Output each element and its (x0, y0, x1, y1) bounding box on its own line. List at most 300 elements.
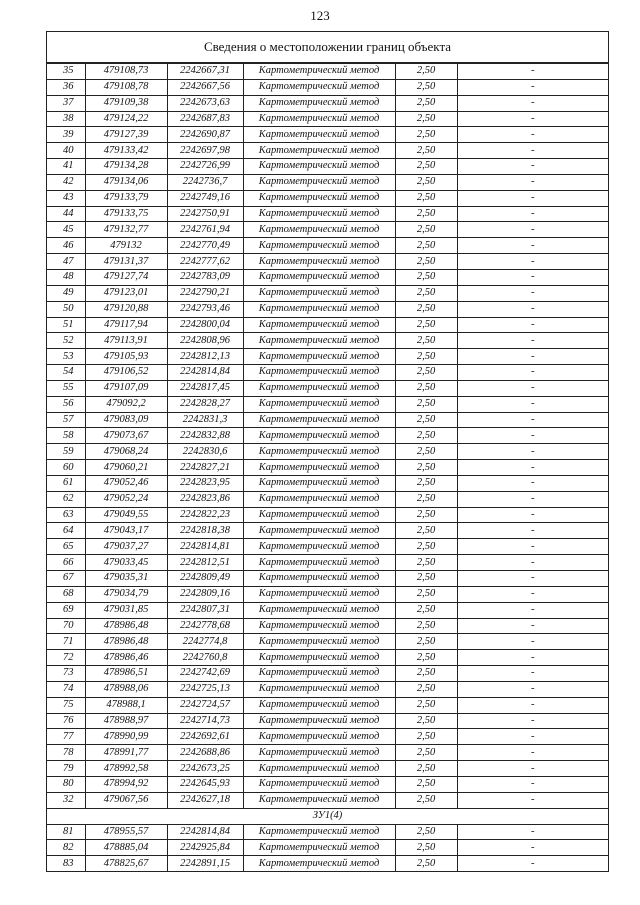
table-title: Сведения о местоположении границ объекта (47, 32, 608, 63)
table-row (47, 713, 608, 729)
table-row (47, 190, 608, 206)
description-cell: - (457, 285, 608, 301)
point-number-cell: 74 (47, 681, 85, 697)
coord-y-cell: 2242818,38 (167, 523, 243, 539)
accuracy-cell: 2,50 (395, 222, 457, 238)
table-row (47, 745, 608, 761)
description-cell: - (457, 824, 608, 840)
coord-x-cell: 479133,42 (85, 143, 167, 159)
coord-x-cell: 479107,09 (85, 380, 167, 396)
accuracy-cell: 2,50 (395, 824, 457, 840)
coordinates-table (47, 63, 608, 872)
point-number-cell: 54 (47, 365, 85, 381)
table-row (47, 824, 608, 840)
point-number-cell: 66 (47, 555, 85, 571)
method-cell: Картометрический метод (243, 634, 395, 650)
method-cell: Картометрический метод (243, 174, 395, 190)
accuracy-cell: 2,50 (395, 238, 457, 254)
method-cell: Картометрический метод (243, 111, 395, 127)
method-cell: Картометрический метод (243, 349, 395, 365)
accuracy-cell: 2,50 (395, 745, 457, 761)
coord-x-cell: 479031,85 (85, 602, 167, 618)
point-number-cell: 73 (47, 666, 85, 682)
accuracy-cell: 2,50 (395, 507, 457, 523)
coord-y-cell: 2242673,25 (167, 761, 243, 777)
accuracy-cell: 2,50 (395, 444, 457, 460)
coord-y-cell: 2242725,13 (167, 681, 243, 697)
accuracy-cell: 2,50 (395, 365, 457, 381)
table-row (47, 681, 608, 697)
method-cell: Картометрический метод (243, 824, 395, 840)
coord-x-cell: 479109,38 (85, 95, 167, 111)
description-cell: - (457, 143, 608, 159)
description-cell: - (457, 428, 608, 444)
coord-x-cell: 478991,77 (85, 745, 167, 761)
table-row (47, 666, 608, 682)
coord-y-cell: 2242749,16 (167, 190, 243, 206)
coord-x-cell: 478825,67 (85, 856, 167, 872)
accuracy-cell: 2,50 (395, 190, 457, 206)
point-number-cell: 41 (47, 159, 85, 175)
accuracy-cell: 2,50 (395, 64, 457, 80)
coord-x-cell: 479127,74 (85, 269, 167, 285)
coord-x-cell: 479133,79 (85, 190, 167, 206)
point-number-cell: 82 (47, 840, 85, 856)
method-cell: Картометрический метод (243, 159, 395, 175)
table-row (47, 127, 608, 143)
method-cell: Картометрический метод (243, 95, 395, 111)
method-cell: Картометрический метод (243, 776, 395, 792)
accuracy-cell: 2,50 (395, 285, 457, 301)
accuracy-cell: 2,50 (395, 143, 457, 159)
coord-y-cell: 2242891,15 (167, 856, 243, 872)
description-cell: - (457, 111, 608, 127)
coord-y-cell: 2242814,81 (167, 539, 243, 555)
accuracy-cell: 2,50 (395, 206, 457, 222)
description-cell: - (457, 95, 608, 111)
accuracy-cell: 2,50 (395, 301, 457, 317)
coord-y-cell: 2242724,57 (167, 697, 243, 713)
coord-x-cell: 479124,22 (85, 111, 167, 127)
point-number-cell: 63 (47, 507, 85, 523)
coord-x-cell: 479067,56 (85, 792, 167, 808)
point-number-cell: 60 (47, 460, 85, 476)
accuracy-cell: 2,50 (395, 111, 457, 127)
coord-x-cell: 479068,24 (85, 444, 167, 460)
accuracy-cell: 2,50 (395, 95, 457, 111)
coord-x-cell: 479131,37 (85, 254, 167, 270)
point-number-cell: 36 (47, 79, 85, 95)
coord-y-cell: 2242726,99 (167, 159, 243, 175)
point-number-cell: 37 (47, 95, 85, 111)
description-cell: - (457, 206, 608, 222)
table-row (47, 650, 608, 666)
accuracy-cell: 2,50 (395, 349, 457, 365)
accuracy-cell: 2,50 (395, 254, 457, 270)
accuracy-cell: 2,50 (395, 555, 457, 571)
coord-x-cell: 479134,06 (85, 174, 167, 190)
coord-x-cell: 478955,57 (85, 824, 167, 840)
description-cell: - (457, 349, 608, 365)
point-number-cell: 55 (47, 380, 85, 396)
coord-x-cell: 479034,79 (85, 586, 167, 602)
description-cell: - (457, 365, 608, 381)
accuracy-cell: 2,50 (395, 159, 457, 175)
description-cell: - (457, 507, 608, 523)
coord-x-cell: 479105,93 (85, 349, 167, 365)
accuracy-cell: 2,50 (395, 269, 457, 285)
point-number-cell: 50 (47, 301, 85, 317)
table-row (47, 618, 608, 634)
method-cell: Картометрический метод (243, 523, 395, 539)
coord-y-cell: 2242827,21 (167, 460, 243, 476)
description-cell: - (457, 666, 608, 682)
coord-x-cell: 479108,78 (85, 79, 167, 95)
coord-x-cell: 479037,27 (85, 539, 167, 555)
table-row (47, 317, 608, 333)
coord-y-cell: 2242812,13 (167, 349, 243, 365)
accuracy-cell: 2,50 (395, 792, 457, 808)
method-cell: Картометрический метод (243, 761, 395, 777)
description-cell: - (457, 269, 608, 285)
table-row (47, 776, 608, 792)
coord-x-cell: 479092,2 (85, 396, 167, 412)
description-cell: - (457, 174, 608, 190)
method-cell: Картометрический метод (243, 460, 395, 476)
description-cell: - (457, 776, 608, 792)
table-row (47, 269, 608, 285)
coord-x-cell: 479113,91 (85, 333, 167, 349)
point-number-cell: 83 (47, 856, 85, 872)
coord-y-cell: 2242832,88 (167, 428, 243, 444)
method-cell: Картометрический метод (243, 285, 395, 301)
point-number-cell: 78 (47, 745, 85, 761)
description-cell: - (457, 555, 608, 571)
accuracy-cell: 2,50 (395, 174, 457, 190)
coord-x-cell: 478986,51 (85, 666, 167, 682)
point-number-cell: 57 (47, 412, 85, 428)
point-number-cell: 75 (47, 697, 85, 713)
coord-x-cell: 478988,06 (85, 681, 167, 697)
coord-y-cell: 2242830,6 (167, 444, 243, 460)
method-cell: Картометрический метод (243, 79, 395, 95)
table-row (47, 761, 608, 777)
coord-y-cell: 2242808,96 (167, 333, 243, 349)
description-cell: - (457, 222, 608, 238)
accuracy-cell: 2,50 (395, 618, 457, 634)
coord-y-cell: 2242750,91 (167, 206, 243, 222)
description-cell: - (457, 792, 608, 808)
table-row (47, 206, 608, 222)
point-number-cell: 53 (47, 349, 85, 365)
coord-y-cell: 2242823,95 (167, 475, 243, 491)
description-cell: - (457, 491, 608, 507)
point-number-cell: 72 (47, 650, 85, 666)
method-cell: Картометрический метод (243, 539, 395, 555)
method-cell: Картометрический метод (243, 269, 395, 285)
coord-y-cell: 2242790,21 (167, 285, 243, 301)
accuracy-cell: 2,50 (395, 127, 457, 143)
method-cell: Картометрический метод (243, 681, 395, 697)
page-number: 123 (310, 8, 330, 23)
point-number-cell: 62 (47, 491, 85, 507)
coord-x-cell: 479132,77 (85, 222, 167, 238)
coord-y-cell: 2242814,84 (167, 365, 243, 381)
coord-x-cell: 479123,01 (85, 285, 167, 301)
coord-x-cell: 478988,1 (85, 697, 167, 713)
point-number-cell: 47 (47, 254, 85, 270)
method-cell: Картометрический метод (243, 840, 395, 856)
point-number-cell: 58 (47, 428, 85, 444)
accuracy-cell: 2,50 (395, 491, 457, 507)
method-cell: Картометрический метод (243, 127, 395, 143)
coord-y-cell: 2242817,45 (167, 380, 243, 396)
accuracy-cell: 2,50 (395, 650, 457, 666)
point-number-cell: 56 (47, 396, 85, 412)
accuracy-cell: 2,50 (395, 380, 457, 396)
point-number-cell: 44 (47, 206, 85, 222)
coord-x-cell: 479132 (85, 238, 167, 254)
accuracy-cell: 2,50 (395, 602, 457, 618)
table-row (47, 64, 608, 80)
method-cell: Картометрический метод (243, 396, 395, 412)
point-number-cell: 79 (47, 761, 85, 777)
point-number-cell: 65 (47, 539, 85, 555)
accuracy-cell: 2,50 (395, 317, 457, 333)
point-number-cell: 77 (47, 729, 85, 745)
table-row (47, 539, 608, 555)
coord-y-cell: 2242688,86 (167, 745, 243, 761)
method-cell: Картометрический метод (243, 444, 395, 460)
method-cell: Картометрический метод (243, 618, 395, 634)
coord-x-cell: 479035,31 (85, 571, 167, 587)
method-cell: Картометрический метод (243, 254, 395, 270)
description-cell: - (457, 745, 608, 761)
accuracy-cell: 2,50 (395, 333, 457, 349)
coord-y-cell: 2242692,61 (167, 729, 243, 745)
section-label: ЗУ1(4) (47, 808, 608, 824)
table-row (47, 523, 608, 539)
description-cell: - (457, 317, 608, 333)
coord-y-cell: 2242742,69 (167, 666, 243, 682)
description-cell: - (457, 301, 608, 317)
table-row (47, 380, 608, 396)
coord-x-cell: 478994,92 (85, 776, 167, 792)
method-cell: Картометрический метод (243, 555, 395, 571)
coord-y-cell: 2242831,3 (167, 412, 243, 428)
description-cell: - (457, 729, 608, 745)
coord-y-cell: 2242770,49 (167, 238, 243, 254)
method-cell: Картометрический метод (243, 571, 395, 587)
coord-y-cell: 2242823,86 (167, 491, 243, 507)
table-row (47, 301, 608, 317)
description-cell: - (457, 681, 608, 697)
accuracy-cell: 2,50 (395, 475, 457, 491)
coord-x-cell: 479127,39 (85, 127, 167, 143)
point-number-cell: 61 (47, 475, 85, 491)
point-number-cell: 39 (47, 127, 85, 143)
method-cell: Картометрический метод (243, 190, 395, 206)
coord-y-cell: 2242645,93 (167, 776, 243, 792)
coord-y-cell: 2242778,68 (167, 618, 243, 634)
method-cell: Картометрический метод (243, 697, 395, 713)
accuracy-cell: 2,50 (395, 840, 457, 856)
coord-y-cell: 2242777,62 (167, 254, 243, 270)
accuracy-cell: 2,50 (395, 412, 457, 428)
table-row (47, 491, 608, 507)
description-cell: - (457, 79, 608, 95)
method-cell: Картометрический метод (243, 792, 395, 808)
description-cell: - (457, 602, 608, 618)
point-number-cell: 49 (47, 285, 85, 301)
method-cell: Картометрический метод (243, 602, 395, 618)
coord-y-cell: 2242809,49 (167, 571, 243, 587)
description-cell: - (457, 412, 608, 428)
accuracy-cell: 2,50 (395, 697, 457, 713)
table-row (47, 174, 608, 190)
point-number-cell: 43 (47, 190, 85, 206)
description-cell: - (457, 840, 608, 856)
point-number-cell: 68 (47, 586, 85, 602)
method-cell: Картометрический метод (243, 301, 395, 317)
method-cell: Картометрический метод (243, 380, 395, 396)
table-row (47, 792, 608, 808)
coord-y-cell: 2242687,83 (167, 111, 243, 127)
coord-x-cell: 479049,55 (85, 507, 167, 523)
method-cell: Картометрический метод (243, 428, 395, 444)
table-row (47, 507, 608, 523)
table-row (47, 159, 608, 175)
coord-y-cell: 2242690,87 (167, 127, 243, 143)
point-number-cell: 32 (47, 792, 85, 808)
table-row (47, 111, 608, 127)
coord-y-cell: 2242667,31 (167, 64, 243, 80)
coord-y-cell: 2242760,8 (167, 650, 243, 666)
point-number-cell: 35 (47, 64, 85, 80)
coord-y-cell: 2242667,56 (167, 79, 243, 95)
point-number-cell: 67 (47, 571, 85, 587)
method-cell: Картометрический метод (243, 507, 395, 523)
method-cell: Картометрический метод (243, 729, 395, 745)
point-number-cell: 69 (47, 602, 85, 618)
accuracy-cell: 2,50 (395, 713, 457, 729)
coord-x-cell: 478986,46 (85, 650, 167, 666)
point-number-cell: 38 (47, 111, 85, 127)
method-cell: Картометрический метод (243, 856, 395, 872)
point-number-cell: 64 (47, 523, 85, 539)
table-row (47, 365, 608, 381)
table-row (47, 460, 608, 476)
accuracy-cell: 2,50 (395, 681, 457, 697)
point-number-cell: 48 (47, 269, 85, 285)
table-row (47, 586, 608, 602)
table-row (47, 143, 608, 159)
coord-x-cell: 478885,04 (85, 840, 167, 856)
point-number-cell: 45 (47, 222, 85, 238)
coord-x-cell: 479052,46 (85, 475, 167, 491)
coord-y-cell: 2242828,27 (167, 396, 243, 412)
coord-x-cell: 479117,94 (85, 317, 167, 333)
coord-x-cell: 479033,45 (85, 555, 167, 571)
coord-x-cell: 478992,58 (85, 761, 167, 777)
coord-y-cell: 2242673,63 (167, 95, 243, 111)
accuracy-cell: 2,50 (395, 523, 457, 539)
table-row (47, 444, 608, 460)
method-cell: Картометрический метод (243, 206, 395, 222)
coord-y-cell: 2242761,94 (167, 222, 243, 238)
accuracy-cell: 2,50 (395, 634, 457, 650)
coord-x-cell: 479120,88 (85, 301, 167, 317)
accuracy-cell: 2,50 (395, 428, 457, 444)
table-row (47, 602, 608, 618)
point-number-cell: 59 (47, 444, 85, 460)
coord-y-cell: 2242697,98 (167, 143, 243, 159)
description-cell: - (457, 460, 608, 476)
description-cell: - (457, 190, 608, 206)
point-number-cell: 81 (47, 824, 85, 840)
accuracy-cell: 2,50 (395, 79, 457, 95)
description-cell: - (457, 650, 608, 666)
table-row (47, 79, 608, 95)
accuracy-cell: 2,50 (395, 460, 457, 476)
method-cell: Картометрический метод (243, 650, 395, 666)
accuracy-cell: 2,50 (395, 666, 457, 682)
table-row (47, 333, 608, 349)
method-cell: Картометрический метод (243, 586, 395, 602)
coord-x-cell: 478990,99 (85, 729, 167, 745)
coord-y-cell: 2242800,04 (167, 317, 243, 333)
coord-y-cell: 2242736,7 (167, 174, 243, 190)
point-number-cell: 70 (47, 618, 85, 634)
description-cell: - (457, 539, 608, 555)
table-row (47, 555, 608, 571)
description-cell: - (457, 856, 608, 872)
table-row (47, 95, 608, 111)
method-cell: Картометрический метод (243, 745, 395, 761)
table-row (47, 222, 608, 238)
method-cell: Картометрический метод (243, 365, 395, 381)
description-cell: - (457, 127, 608, 143)
coord-x-cell: 479134,28 (85, 159, 167, 175)
description-cell: - (457, 697, 608, 713)
method-cell: Картометрический метод (243, 333, 395, 349)
point-number-cell: 40 (47, 143, 85, 159)
table-row (47, 412, 608, 428)
coord-x-cell: 479073,67 (85, 428, 167, 444)
method-cell: Картометрический метод (243, 475, 395, 491)
table-row (47, 285, 608, 301)
coord-y-cell: 2242822,23 (167, 507, 243, 523)
description-cell: - (457, 396, 608, 412)
table-row (47, 697, 608, 713)
method-cell: Картометрический метод (243, 222, 395, 238)
accuracy-cell: 2,50 (395, 761, 457, 777)
coord-x-cell: 479083,09 (85, 412, 167, 428)
description-cell: - (457, 238, 608, 254)
description-cell: - (457, 523, 608, 539)
description-cell: - (457, 333, 608, 349)
table-row (47, 428, 608, 444)
description-cell: - (457, 380, 608, 396)
method-cell: Картометрический метод (243, 143, 395, 159)
description-cell: - (457, 586, 608, 602)
method-cell: Картометрический метод (243, 317, 395, 333)
coord-y-cell: 2242793,46 (167, 301, 243, 317)
point-number-cell: 76 (47, 713, 85, 729)
description-cell: - (457, 618, 608, 634)
point-number-cell: 52 (47, 333, 85, 349)
coord-y-cell: 2242807,31 (167, 602, 243, 618)
